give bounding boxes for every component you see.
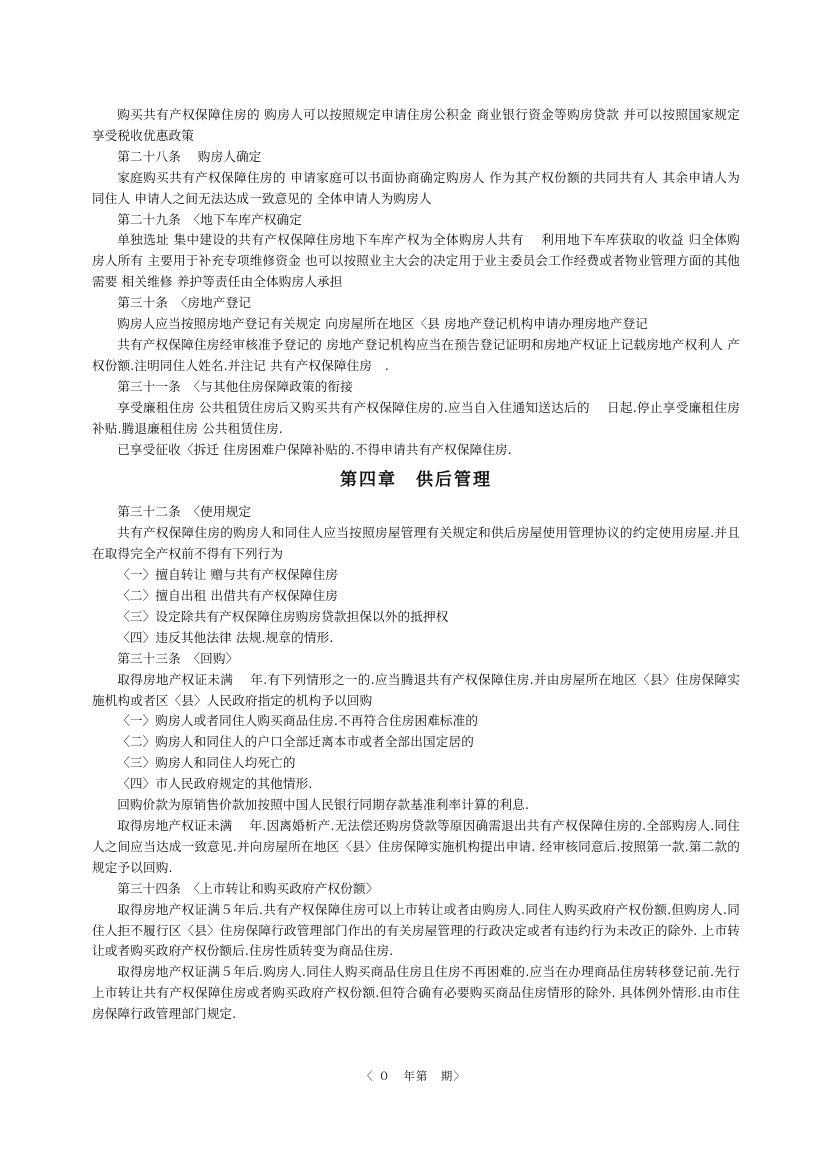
paragraph: 享受廉租住房 公共租赁住房后又购买共有产权保障住房的.应当自入住通知送达后的 日起.停止享受廉租住房补贴.腾退廉租住房 公共租赁住房. [92, 399, 740, 436]
paragraph: 单独选址 集中建设的共有产权保障住房地下车库产权为全体购房人共有 利用地下车库获取的收益 归全体购房人所有 主要用于补充专项维修资金 也可以按照业主大会的决定用于业主委员会工作经费或者物业管理方面的其他需要 相关维修 养护等责任由全体购房人承担 [92, 232, 740, 290]
list-item: 〈一〉购房人或者同住人购买商品住房.不再符合住房困难标准的 [117, 713, 479, 729]
article-heading: 第三十一条 〈与其他住房保障政策的衔接 [117, 378, 354, 394]
paragraph: 已享受征收〈拆迁 住房困难户保障补贴的.不得申请共有产权保障住房. [117, 441, 512, 457]
article-heading: 第二十九条 〈地下车库产权确定 [117, 211, 303, 227]
list-item: 〈四〉市人民政府规定的其他情形. [117, 776, 313, 792]
paragraph: 取得房地产权证未满 年.有下列情形之一的.应当腾退共有产权保障住房.并由房屋所在地区〈县〉住房保障实施机构或者区〈县〉人民政府指定的机构予以回购 [92, 671, 740, 708]
paragraph: 取得房地产权证未满 年.因离婚析产.无法偿还购房贷款等原因确需退出共有产权保障住房的.全部购房人.同住人之间应当达成一致意见.并向房屋所在地区〈县〉住房保障实施机构提出申请. 经审核同意后.按照第一款.第二款的规定予以回购. [92, 818, 740, 875]
article-heading: 第三十二条 〈使用规定 [117, 504, 252, 520]
article-heading: 第二十八条 购房人确定 [117, 148, 262, 164]
chapter-title: 第四章 供后管理 [340, 470, 492, 491]
list-item: 〈二〉擅自出租 出借共有产权保障住房 [117, 588, 338, 604]
paragraph: 取得房地产权证满５年后.共有产权保障住房可以上市转让或者由购房人.同住人购买政府产权份额.但购房人.同住人拒不履行区〈县〉住房保障行政管理部门作出的有关房屋管理的行政决定或者有违约行为未改正的除外. 上市转让或者购买政府产权份额后.住房性质转变为商品住房. [92, 901, 740, 959]
list-item: 〈四〉违反其他法律 法规.规章的情形. [117, 629, 334, 645]
paragraph: 回购价款为原销售价款加按照中国人民银行同期存款基准利率计算的利息. [117, 797, 530, 813]
article-heading: 第三十四条 〈上市转让和购买政府产权份额〉 [117, 880, 379, 896]
document-body [92, 105, 740, 1025]
page-footer: 〈 ０ 年第 期〉 [361, 1069, 466, 1083]
article-heading: 第三十三条 〈回购〉 [117, 650, 239, 666]
paragraph: 家庭购买共有产权保障住房的 申请家庭可以书面协商确定购房人 作为其产权份额的共同共有人 其余申请人为同住人 申请人之间无法达成一致意见的 全体申请人为购房人 [92, 169, 740, 206]
paragraph: 购房人应当按照房地产登记有关规定 向房屋所在地区〈县 房地产登记机构申请办理房地产登记 [117, 316, 648, 332]
paragraph: 购买共有产权保障住房的 购房人可以按照规定申请住房公积金 商业银行资金等购房贷款 并可以按照国家规定 享受税收优惠政策 [92, 107, 740, 143]
list-item: 〈一〉擅自转让 赠与共有产权保障住房 [117, 567, 338, 583]
list-item: 〈三〉购房人和同住人均死亡的 [117, 755, 296, 771]
list-item: 〈二〉购房人和同住人的户口全部迁离本市或者全部出国定居的 [117, 734, 475, 750]
list-item: 〈三〉设定除共有产权保障住房购房贷款担保以外的抵押权 [117, 608, 449, 624]
paragraph: 取得房地产权证满５年后.购房人.同住人购买商品住房且住房不再困难的.应当在办理商品住房转移登记前.先行上市转让共有产权保障住房或者购买政府产权份额.但符合确有必要购买商品住房情形的除外. 具体例外情形.由市住房保障行政管理部门规定. [92, 964, 740, 1022]
article-heading: 第三十条 〈房地产登记 [117, 295, 252, 311]
paragraph: 共有产权保障住房的购房人和同住人应当按照房屋管理有关规定和供后房屋使用管理协议的约定使用房屋.并且在取得完全产权前不得有下列行为 [92, 525, 740, 562]
paragraph: 共有产权保障住房经审核准予登记的 房地产登记机构应当在预告登记证明和房地产权证上记载房地产权利人 产权份额.注明同住人姓名.并注记 共有产权保障住房 . [92, 336, 740, 373]
